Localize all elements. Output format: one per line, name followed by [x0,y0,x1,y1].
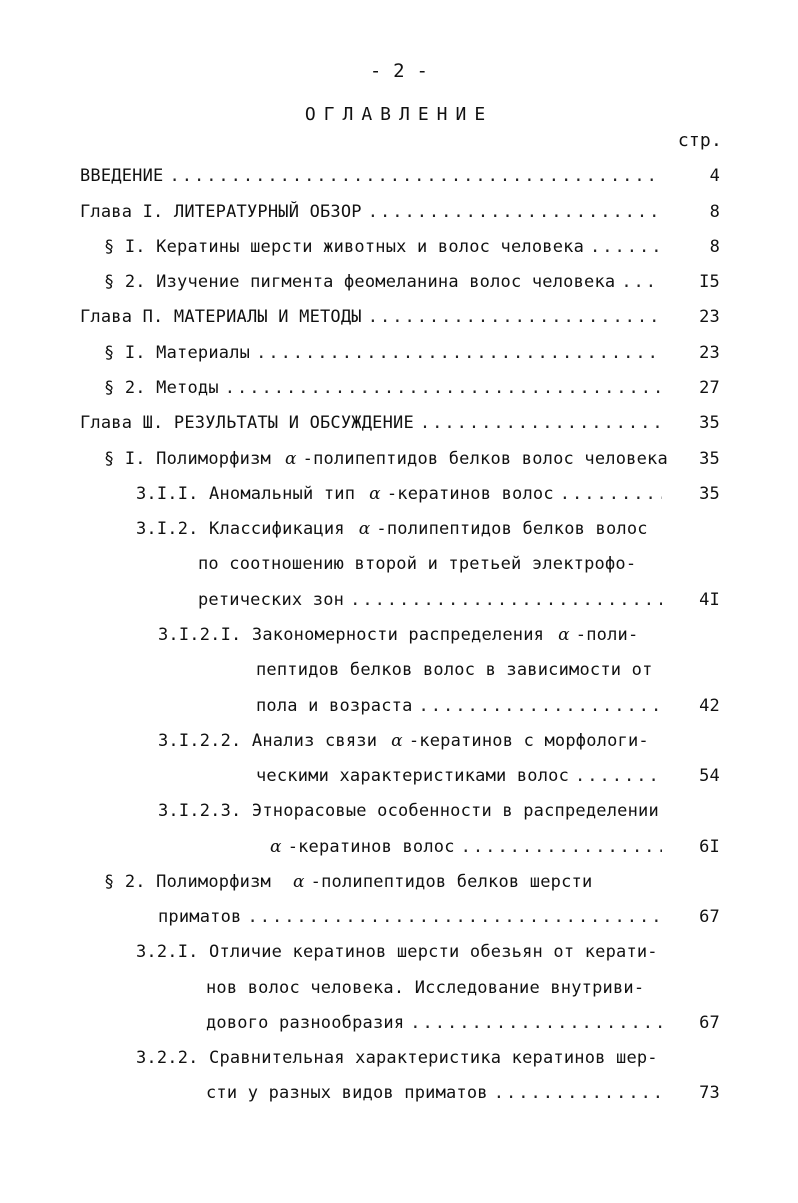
page-number: - 2 - [369,60,429,82]
leader-dots [247,904,662,930]
leader-dots [256,340,662,366]
toc-entry-3-1-2-line-2: по соотношению второй и третьей электрофо- [198,554,637,574]
toc-page-3-1-2: 4I [699,590,720,610]
leader-dots [410,1010,662,1036]
toc-entry-ch3-section-1: § I. Полиморфизм α -полипептидов белков волос человека [104,449,668,469]
toc-entry-ch3-section-2-line-2: приматов ..... [158,904,670,930]
toc-entry-chapter-3: Глава Ш. РЕЗУЛЬТАТЫ И ОБСУЖДЕНИЕ ..... [80,410,670,436]
leader-dots [575,763,662,789]
toc-entry-3-1-2-line-1: 3.I.2. Классификация α -полипептидов белков волос [136,519,648,539]
page-column-label: стр. [677,130,722,151]
toc-page-chapter-3: 35 [699,413,720,433]
alpha-symbol: α [391,731,403,751]
leader-dots [590,234,662,260]
toc-entry-3-2-2-line-1: 3.2.2. Сравнительная характеристика кератинов шер- [136,1048,658,1068]
toc-page-ch1-section-1: 8 [709,237,720,257]
toc-entry-3-1-2-2-line-2: ческими характеристиками волос ..... [256,763,670,789]
toc-page-3-2-1: 67 [699,1013,720,1033]
toc-entry-ch2-section-1: § I. Материалы ..... [104,340,670,366]
toc-entry-chapter-1: Глава I. ЛИТЕРАТУРНЫЙ ОБЗОР ..... [80,199,670,225]
toc-page-ch2-section-1: 23 [699,343,720,363]
toc-entry-ch3-section-2-line-1: § 2. Полиморфизм α -полипептидов белков шерсти [104,872,593,892]
leader-dots [560,481,662,507]
alpha-symbol: α [358,519,371,539]
leader-dots [494,1080,662,1106]
leader-dots [350,587,662,613]
toc-page-3-1-1: 35 [699,484,720,504]
toc-page-ch3-section-1: 35 [699,449,720,469]
toc-entry-ch2-section-2: § 2. Методы ..... [104,375,670,401]
alpha-symbol: α [270,837,282,857]
toc-page-ch1-section-2: I5 [699,272,720,292]
toc-entry-ch1-section-1: § I. Кератины шерсти животных и волос человека ..... [104,234,670,260]
alpha-symbol: α [558,625,570,645]
leader-dots [169,163,662,189]
leader-dots [420,410,662,436]
toc-entry-3-1-2-line-3: ретических зон ..... [198,587,670,613]
alpha-symbol: α [369,484,381,504]
toc-page-3-1-2-1: 42 [699,696,720,716]
leader-dots [621,269,662,295]
toc-entry-chapter-2: Глава П. МАТЕРИАЛЫ И МЕТОДЫ ..... [80,304,670,330]
alpha-symbol: α [284,449,297,469]
toc-entry-3-2-2-line-2: сти у разных видов приматов ..... [206,1080,670,1106]
toc-entry-3-1-2-1-line-1: 3.I.2.I. Закономерности распределения α -поли- [158,625,639,645]
toc-page-ch3-section-2: 67 [699,907,720,927]
toc-entry-3-1-1: 3.I.I. Аномальный тип α -кератинов волос ..... [136,481,670,507]
toc-entry-ch1-section-2: § 2. Изучение пигмента феомеланина волос человека ..... [104,269,670,295]
page-title: ОГЛАВЛЕНИЕ [304,104,494,125]
alpha-symbol: α [292,872,305,892]
toc-entry-3-2-1-line-1: 3.2.I. Отличие кератинов шерсти обезьян от керати- [136,942,658,962]
toc-entry-3-1-2-1-line-2: пептидов белков волос в зависимости от [256,660,653,680]
toc-entry-3-2-1-line-2: нов волос человека. Исследование внутриви- [206,978,645,998]
toc-page-chapter-1: 8 [709,202,720,222]
toc-page-ch2-section-2: 27 [699,378,720,398]
toc-entry-intro: ВВЕДЕНИЕ ..... [80,163,670,189]
toc-page-3-2-2: 73 [699,1083,720,1103]
toc-page-3-1-2-3: 6I [699,837,720,857]
leader-dots [419,693,662,719]
toc-entry-3-1-2-2-line-1: 3.I.2.2. Анализ связи α -кератинов с морфологи- [158,731,649,751]
toc-page-intro: 4 [709,166,720,186]
leader-dots [368,199,662,225]
toc-entry-3-1-2-3-line-1: 3.I.2.3. Этнорасовые особенности в распределении [158,801,659,821]
toc-entry-3-1-2-3-line-2: α -кератинов волос ..... [256,834,670,860]
toc-entry-3-2-1-line-3: дового разнообразия ..... [206,1010,670,1036]
toc-page-3-1-2-2: 54 [699,766,720,786]
leader-dots [225,375,662,401]
leader-dots [368,304,662,330]
toc-entry-3-1-2-1-line-3: пола и возраста ..... [256,693,670,719]
toc-page-chapter-2: 23 [699,307,720,327]
leader-dots [461,834,662,860]
